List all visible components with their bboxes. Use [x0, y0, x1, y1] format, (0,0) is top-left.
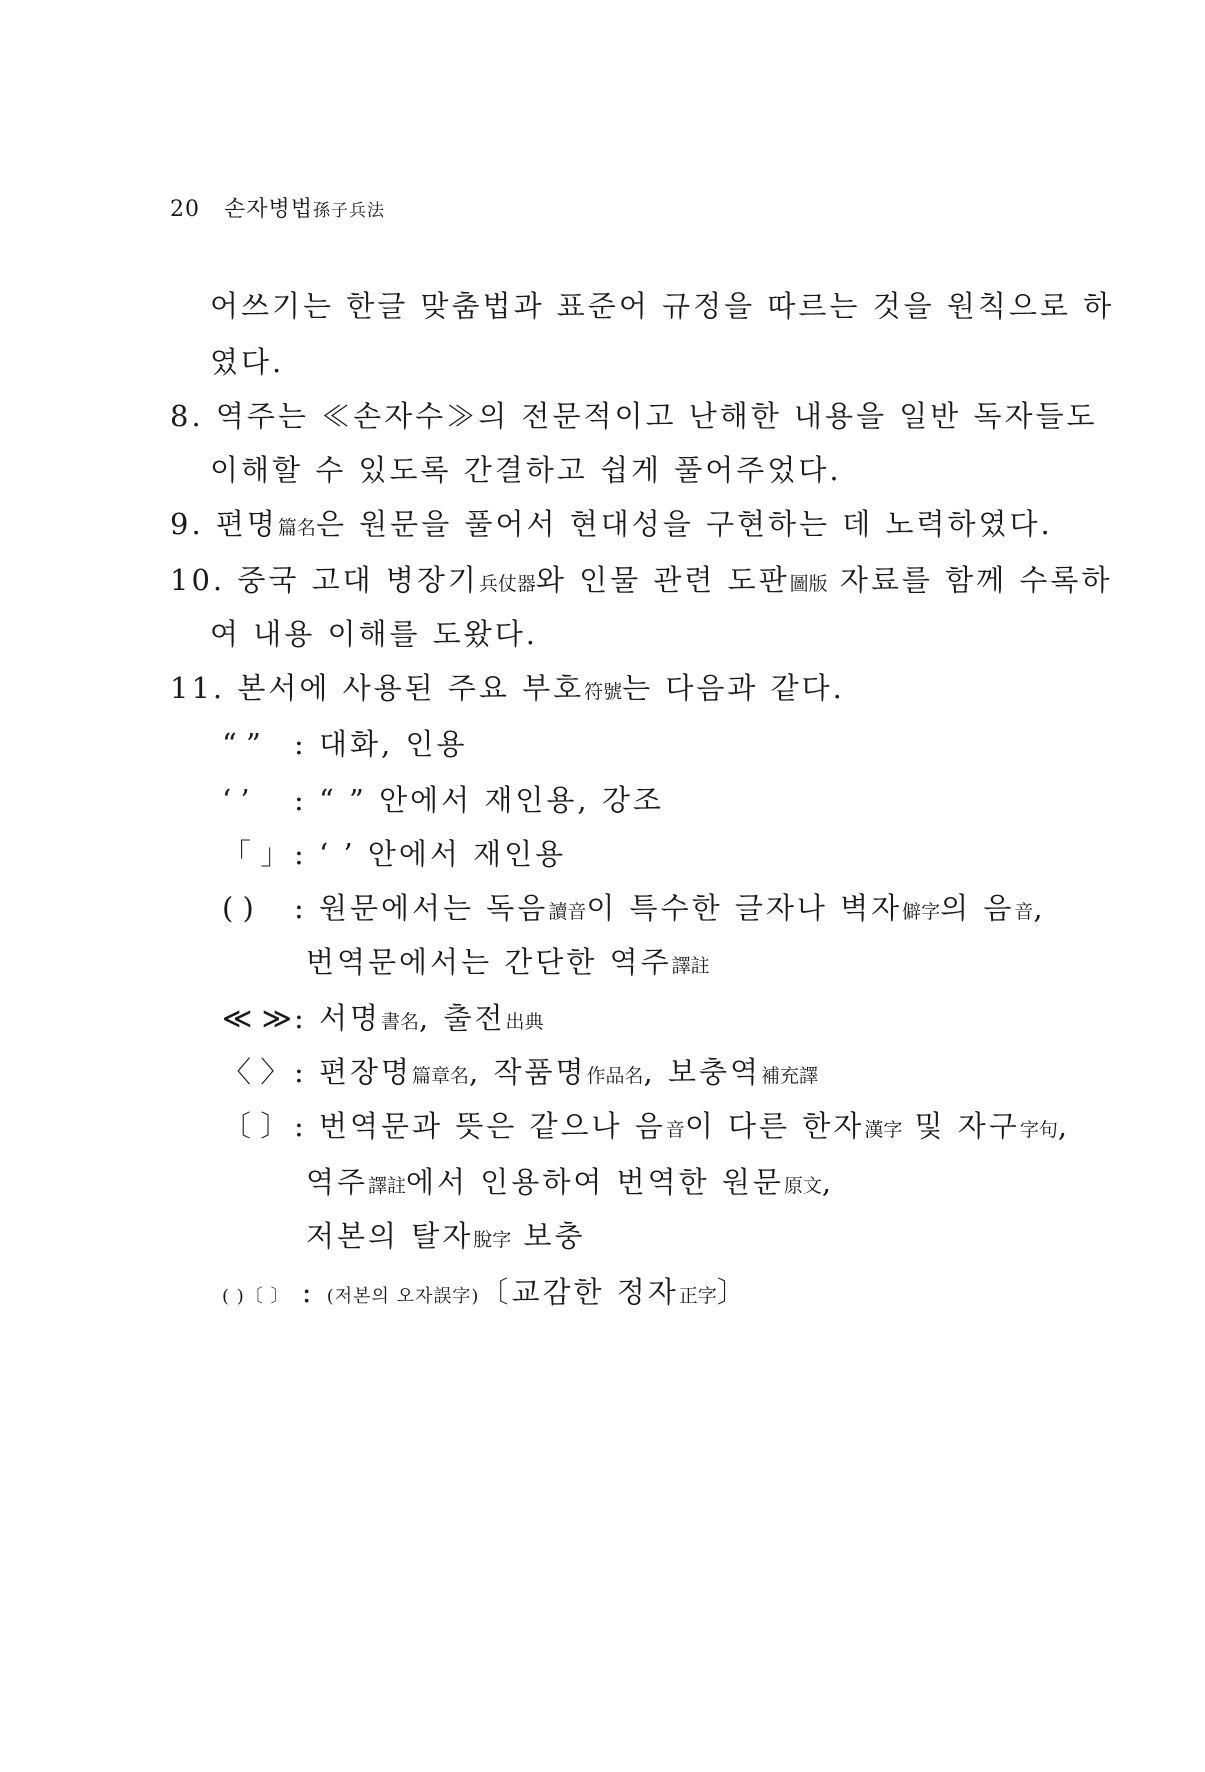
hanja: 譯註: [368, 1175, 407, 1197]
hanja: 譯註: [671, 955, 710, 977]
intro-line-2: 였다.: [210, 345, 285, 379]
item-11: [170, 666, 845, 707]
item-10-line-1: [170, 558, 1112, 599]
symbol-desc: 번역문에서는 간단한 역주: [306, 945, 672, 979]
hanja: 脫字: [473, 1229, 512, 1251]
symbol-desc: : “ ” 안에서 재인용, 강조: [294, 783, 664, 817]
symbol-desc: : 서명: [294, 1001, 382, 1035]
symbol: 〈 〉: [222, 1055, 290, 1089]
symbol-desc: 이 특수한 글자나 벽자: [586, 891, 903, 925]
item-number: 10.: [170, 563, 226, 597]
symbol-desc: : 편장명: [294, 1055, 413, 1089]
hanja: 圖版: [789, 573, 828, 595]
symbol: ≪ ≫: [222, 1001, 292, 1035]
intro-line-1: 어쓰기는 한글 맞춤법과 표준어 규정을 따르는 것을 원칙으로 하: [210, 289, 1115, 323]
hanja: 音: [665, 1119, 685, 1141]
symbol-row-double-quotes: [222, 722, 467, 763]
item-8-line-1: [170, 394, 1098, 435]
hanja: 原文: [783, 1175, 822, 1197]
symbol-desc: 및 자구: [902, 1109, 1020, 1143]
symbol-row-parentheses-line-2: [306, 940, 710, 981]
symbol-row-double-angle: [222, 996, 544, 1037]
item-text: 본서에 사용된 주요 부호: [237, 671, 585, 705]
symbol-row-corner-brackets: [222, 832, 566, 873]
hanja: 字句: [1019, 1119, 1058, 1141]
symbol-desc-small: (저본의 오자誤字): [326, 1286, 480, 1307]
hanja: 正字: [678, 1285, 717, 1307]
item-text: 자료를 함께 수록하: [827, 563, 1113, 597]
hanja: 漢字: [864, 1119, 903, 1141]
book-title: 손자병법: [223, 197, 313, 222]
symbol-row-tortoise-brackets-line-2: [306, 1160, 834, 1201]
symbol-desc: 에서 인용하여 번역한 원문: [406, 1165, 784, 1199]
symbol-row-parentheses: [222, 886, 1046, 927]
symbol-desc: 〔교감한 정자: [479, 1275, 679, 1309]
symbol: ‘ ’: [222, 783, 250, 817]
symbol: 「 」: [222, 837, 290, 871]
item-8-line-2: 이해할 수 있도록 간결하고 쉽게 풀어주었다.: [210, 453, 842, 487]
symbol-row-tortoise-brackets: [222, 1104, 1070, 1145]
hanja: 兵仗器: [478, 573, 536, 595]
page-number: 20: [170, 197, 200, 222]
symbol-desc: , 작품명: [469, 1055, 587, 1089]
item-text: 중국 고대 병장기: [237, 563, 479, 597]
symbol-desc: : 번역문과 뜻은 같으나 음: [294, 1109, 666, 1143]
hanja: 書名: [381, 1011, 420, 1033]
symbol-desc: 저본의 탈자: [306, 1219, 474, 1253]
item-text: 은 원문을 풀어서 현대성을 구현하는 데 노력하였다.: [315, 507, 1053, 541]
symbol: “ ”: [222, 727, 261, 761]
item-9: [170, 502, 1053, 543]
symbol: ( )〔 〕: [222, 1286, 290, 1307]
symbol-desc: , 보충역: [643, 1055, 762, 1089]
hanja: 僻字: [902, 901, 941, 923]
item-10-line-2: 여 내용 이해를 도왔다.: [210, 617, 538, 651]
symbol-desc: 의 음: [940, 891, 1015, 925]
book-title-hanja: 孫子兵法: [313, 201, 385, 221]
hanja: 出典: [505, 1011, 544, 1033]
hanja: 補充譯: [761, 1065, 819, 1087]
item-number: 9.: [170, 507, 204, 541]
hanja: 作品名: [586, 1065, 644, 1087]
symbol-desc: : ‘ ’ 안에서 재인용: [294, 837, 567, 871]
symbol-desc: 보충: [511, 1219, 586, 1253]
page-header: [170, 192, 385, 223]
item-number: 8.: [170, 399, 204, 433]
symbol-desc: : 원문에서는 독음: [294, 891, 549, 925]
item-text: 는 다음과 같다.: [622, 671, 845, 705]
symbol: 〔 〕: [222, 1109, 290, 1143]
hanja: 讀音: [548, 901, 587, 923]
symbol-desc: ,: [1057, 1109, 1071, 1143]
symbol-desc: 역주: [306, 1165, 369, 1199]
symbol-desc: 이 다른 한자: [684, 1109, 865, 1143]
symbol-desc: ,: [821, 1165, 835, 1199]
symbol-desc: : 대화, 인용: [294, 727, 468, 761]
hanja: 音: [1014, 901, 1034, 923]
item-text: 역주는 ≪손자수≫의 전문적이고 난해한 내용을 일반 독자들도: [215, 399, 1098, 433]
symbol-row-combined: [222, 1270, 749, 1311]
item-number: 11.: [170, 671, 226, 705]
symbol-desc: , 출전: [419, 1001, 506, 1035]
item-text: 편명: [215, 507, 278, 541]
symbol-desc: ,: [1033, 891, 1046, 925]
symbol-desc: :: [289, 1275, 327, 1309]
item-text: 와 인물 관련 도판: [535, 563, 790, 597]
hanja: 篇名: [277, 517, 316, 539]
hanja: 符號: [584, 681, 623, 703]
symbol-row-single-angle: [222, 1050, 818, 1091]
symbol-row-tortoise-brackets-line-3: [306, 1214, 586, 1255]
symbol-row-single-quotes: [222, 778, 664, 819]
symbol: ( ): [222, 891, 254, 925]
symbol-desc: 〕: [716, 1275, 749, 1309]
hanja: 篇章名: [412, 1065, 470, 1087]
